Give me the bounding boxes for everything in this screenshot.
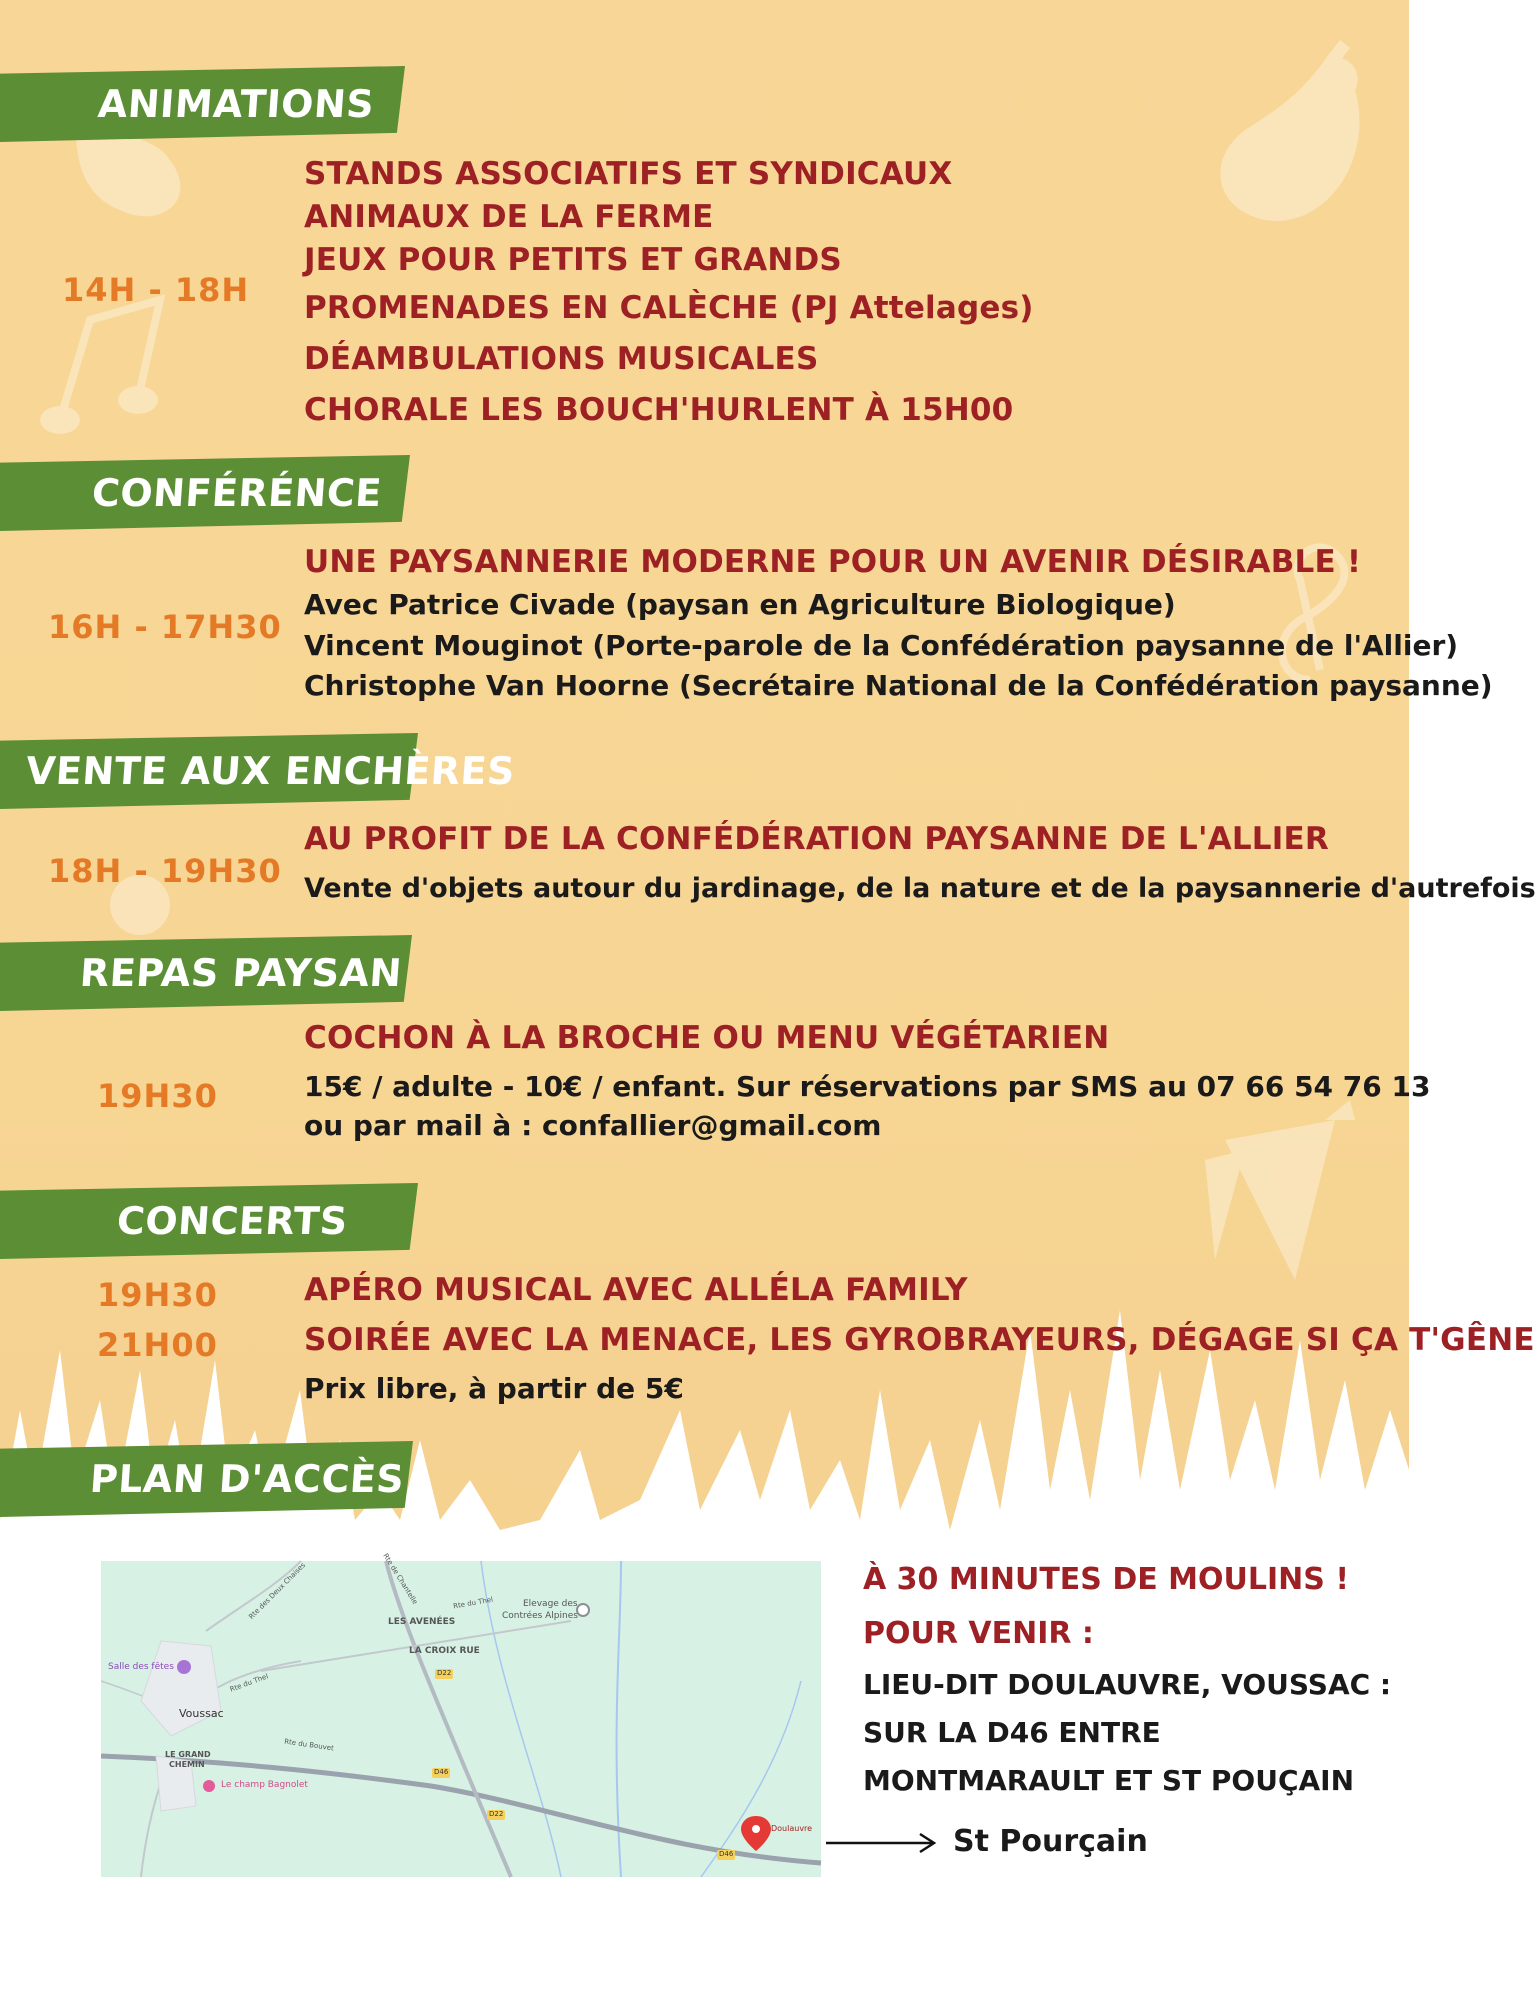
meal-headline: COCHON À LA BROCHE OU MENU VÉGÉTARIEN [304,1020,1110,1056]
map-label-elevage: Elevage des [523,1599,578,1609]
animations-item: CHORALE LES BOUCH'HURLENT À 15H00 [304,392,1014,428]
animations-title: ANIMATIONS [96,82,376,126]
map-label-rte-chantelle: Rte de Chantelle [381,1552,420,1606]
access-headline-1: À 30 MINUTES DE MOULINS ! [863,1562,1350,1597]
map-label-doulauvre: Doulauvre [771,1824,813,1833]
map-label-salle-des-fetes: Salle des fêtes [108,1662,174,1672]
animations-item: DÉAMBULATIONS MUSICALES [304,341,819,377]
auction-time: 18H - 19H30 [48,852,282,890]
map-label-le-grand-chemin: LE GRAND [165,1750,211,1759]
access-title: PLAN D'ACCÈS [88,1457,406,1501]
conference-title: CONFÉRÉNCE [90,471,384,515]
concerts-title: CONCERTS [115,1199,350,1243]
arrow-destination-label: St Pourçain [953,1824,1148,1859]
auction-headline: AU PROFIT DE LA CONFÉDÉRATION PAYSANNE DE L'ALLIER [304,821,1329,857]
meal-contact: ou par mail à : confallier@gmail.com [304,1109,882,1142]
map-label-champ-bagnolet: Le champ Bagnolet [221,1780,308,1790]
map-label-rte-thel: Rte du Thel [452,1595,494,1611]
access-headline-2: POUR VENIR : [863,1616,1094,1651]
map-label-la-croix-rue: LA CROIX RUE [409,1646,480,1656]
concerts-headline-2: SOIRÉE AVEC LA MENACE, LES GYROBRAYEURS, DÉGAGE SI ÇA T'GÊNE [304,1322,1535,1358]
map-label-rte-deux-chaises: Rte des Deux Chaises [247,1561,308,1621]
access-line: MONTMARAULT ET ST POUÇAIN [863,1764,1355,1797]
conference-headline: UNE PAYSANNERIE MODERNE POUR UN AVENIR DÉSIRABLE ! [304,544,1362,580]
map-label-rte-thel-2: Rte du Thel [228,1672,270,1694]
carrot-icon [1185,1100,1365,1290]
map-label-elevage-2: Contrées Alpines [502,1611,578,1621]
map-label-le-grand-chemin-2: CHEMIN [169,1760,205,1769]
access-line: SUR LA D46 ENTRE [863,1716,1161,1749]
conference-speaker: Avec Patrice Civade (paysan en Agriculture Biologique) [304,588,1176,621]
access-map[interactable] [101,1552,821,1877]
concerts-time-1: 19H30 [97,1276,218,1314]
auction-title: VENTE AUX ENCHÈRES [24,749,517,793]
map-label-voussac: Voussac [179,1707,224,1720]
animations-item: PROMENADES EN CALÈCHE (PJ Attelages) [304,290,1034,326]
concerts-time-2: 21H00 [97,1326,218,1364]
auction-description: Vente d'objets autour du jardinage, de la nature et de la paysannerie d'autrefois [304,873,1536,904]
map-label-rte-bouvet: Rte du Bouvet [283,1737,335,1753]
conference-speaker: Vincent Mouginot (Porte-parole de la Confédération paysanne de l'Allier) [304,629,1459,662]
concerts-price: Prix libre, à partir de 5€ [304,1372,684,1405]
arrow-icon [824,1831,939,1855]
conference-speaker: Christophe Van Hoorne (Secrétaire National de la Confédération paysanne) [304,669,1493,702]
animations-time: 14H - 18H [62,271,250,309]
eggplant-icon [1205,40,1375,230]
map-label-d46: D46 [719,1850,734,1858]
music-note-icon [40,300,190,440]
map-label-d22: D22 [437,1669,452,1677]
animations-item: STANDS ASSOCIATIFS ET SYNDICAUX [304,156,953,192]
meal-time: 19H30 [97,1077,218,1115]
map-label-d22: D22 [489,1810,504,1818]
animations-item: JEUX POUR PETITS ET GRANDS [304,242,842,278]
access-line: LIEU-DIT DOULAUVRE, VOUSSAC : [863,1668,1392,1701]
conference-time: 16H - 17H30 [48,608,282,646]
map-label-d46: D46 [434,1768,449,1776]
meal-price: 15€ / adulte - 10€ / enfant. Sur réservations par SMS au 07 66 54 76 13 [304,1070,1431,1103]
animations-item: ANIMAUX DE LA FERME [304,199,714,235]
map-label-les-avenees: LES AVENÉES [388,1617,456,1627]
concerts-headline-1: APÉRO MUSICAL AVEC ALLÉLA FAMILY [304,1272,968,1308]
meal-title: REPAS PAYSAN [78,951,404,995]
